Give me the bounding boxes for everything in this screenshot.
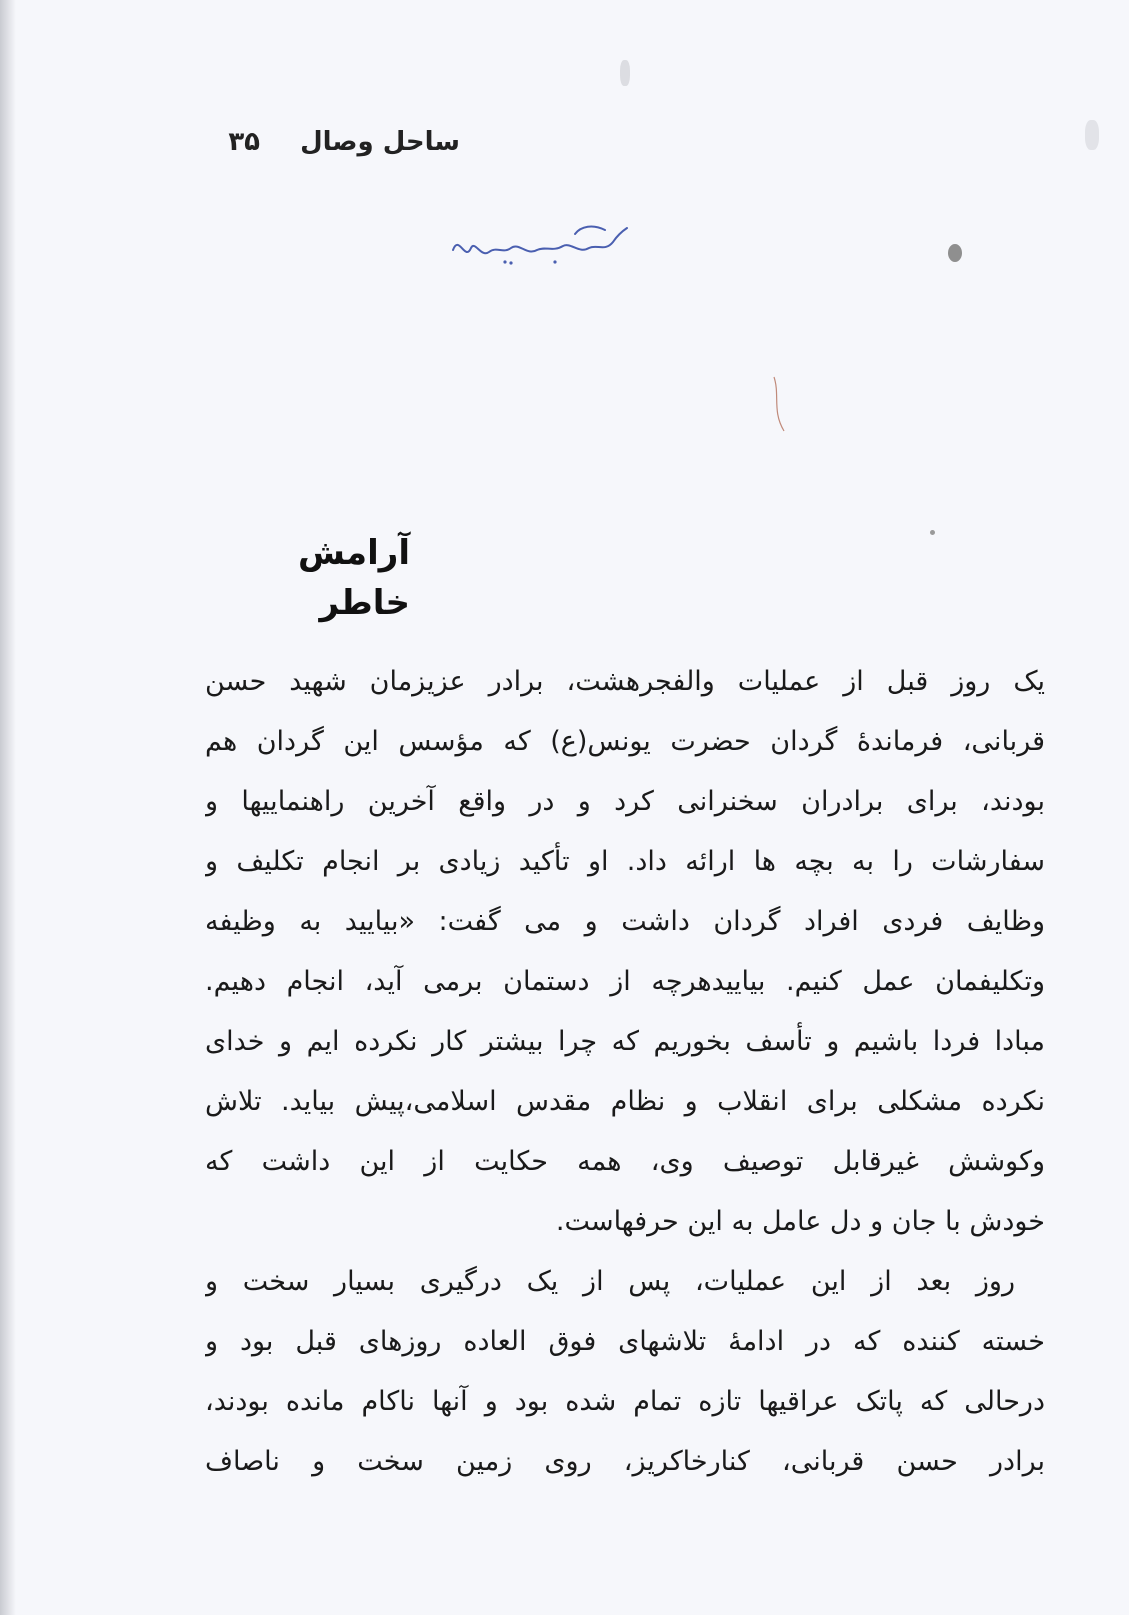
running-header	[200, 122, 460, 162]
book-title: ساحل وصال	[300, 127, 460, 157]
handwritten-signature	[445, 212, 635, 272]
text-line: روز بعد از این عملیات، پس از یک درگیری بسیار سخت و	[205, 1266, 1015, 1297]
text-line: سفارشات را به بچه ها ارائه داد. او تأکید زیادی بر انجام تکلیف و	[205, 846, 1045, 877]
chapter-title: آرامش خاطر	[298, 533, 410, 623]
page-edge-shadow	[0, 0, 16, 1615]
paper-speck	[930, 530, 935, 535]
paper-speck	[1085, 120, 1099, 150]
text-line: یک روز قبل از عملیات والفجرهشت، برادر عزیزمان شهید حسن	[205, 666, 1045, 697]
text-line: درحالی که پاتک عراقیها تازه تمام شده بود و آنها ناکام مانده بودند،	[205, 1386, 1045, 1417]
paper-speck	[948, 244, 962, 262]
body-text	[205, 652, 1045, 1492]
page-number: ۳۵	[228, 127, 261, 157]
paper-hair	[770, 375, 790, 435]
text-line: وتکلیفمان عمل کنیم. بیاییدهرچه از دستمان برمی آید، انجام دهیم.	[205, 966, 1045, 997]
text-line: نکرده مشکلی برای انقلاب و نظام مقدس اسلامی،پیش بیاید. تلاش	[205, 1086, 1045, 1117]
text-line: قربانی، فرماندهٔ گردان حضرت یونس(ع) که مؤسس این گردان هم	[205, 726, 1045, 757]
text-line: مبادا فردا باشیم و تأسف بخوریم که چرا بیشتر کار نکرده ایم و خدای	[205, 1026, 1045, 1057]
text-line: خسته کننده که در ادامهٔ تلاشهای فوق العاده روزهای قبل بود و	[205, 1326, 1045, 1357]
text-line: وظایف فردی افراد گردان داشت و می گفت: «بیایید به وظیفه	[205, 906, 1045, 937]
text-line: وکوشش غیرقابل توصیف وی، همه حکایت از این داشت که	[205, 1146, 1045, 1177]
text-line: خودش با جان و دل عامل به این حرفهاست.	[555, 1206, 1045, 1237]
text-line: برادر حسن قربانی، کنارخاکریز، روی زمین سخت و ناصاف	[205, 1446, 1045, 1477]
text-line: بودند، برای برادران سخنرانی کرد و در واقع آخرین راهنماییها و	[205, 786, 1045, 817]
paper-speck	[620, 60, 630, 86]
